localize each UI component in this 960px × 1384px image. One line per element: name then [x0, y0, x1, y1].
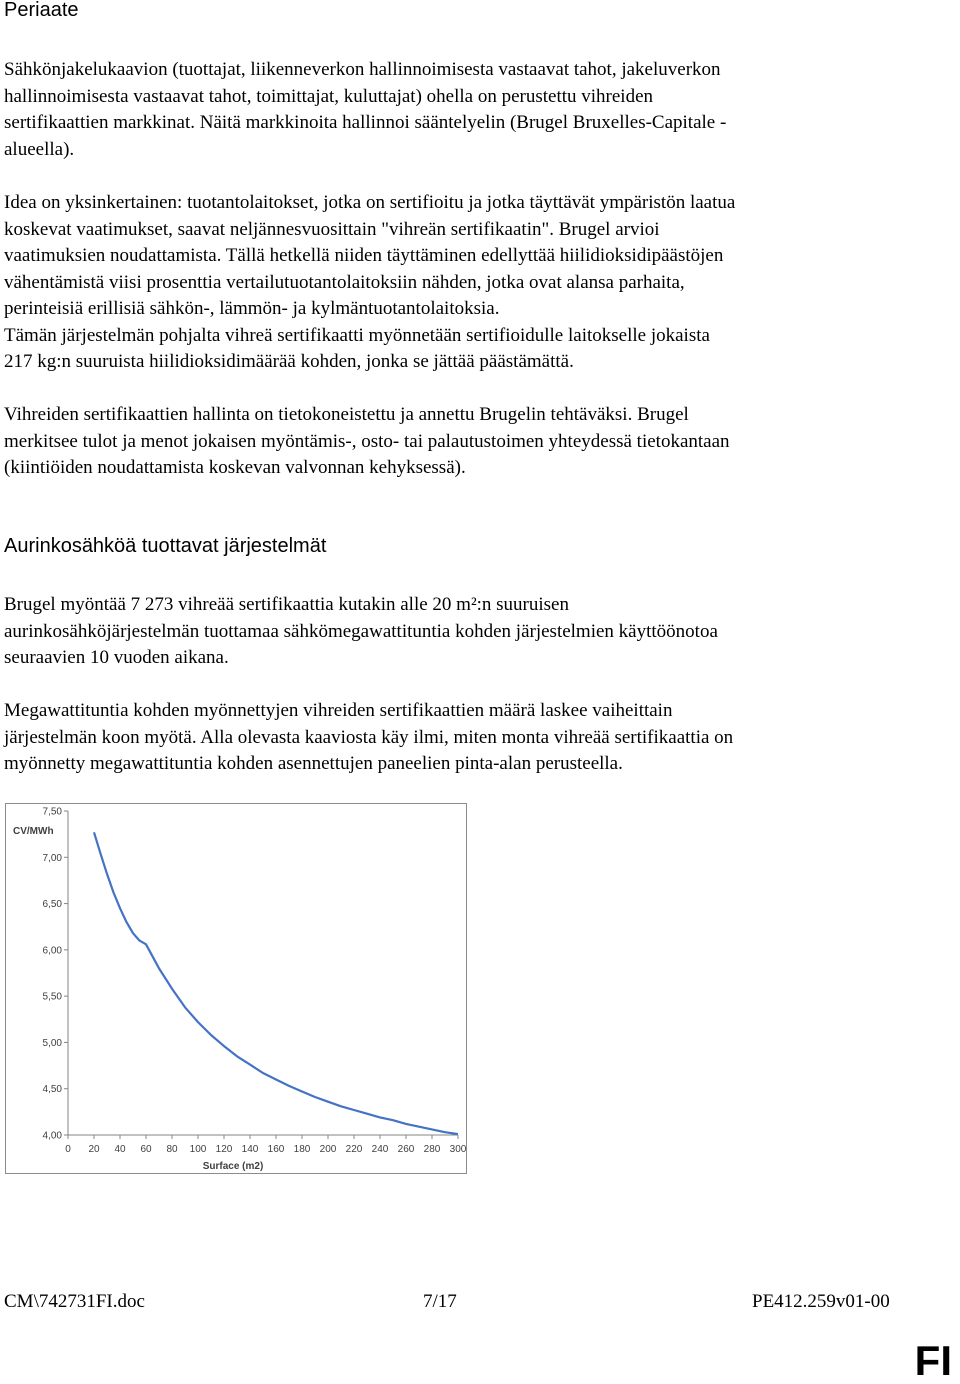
- paragraph-aurinko-2: [4, 698, 919, 778]
- y-tick-label: 5,50: [42, 991, 62, 1003]
- text-line: sertifikaattien markkinat. Näitä markkinoita hallinnoi sääntelyelin (Brugel Bruxelles-Capitale -: [4, 112, 727, 133]
- text-line: merkitsee tulot ja menot jokaisen myöntämis-, osto- tai palautustoimen yhteydessä tietokantaan: [4, 430, 730, 452]
- y-tick-label: 7,00: [42, 852, 62, 864]
- x-tick-label: 200: [319, 1144, 337, 1155]
- footer-pe-ref: PE412.259v01-00: [752, 1291, 890, 1312]
- y-tick-label: 7,50: [42, 806, 62, 818]
- text-line: alueella).: [4, 138, 75, 160]
- x-tick-label: 100: [189, 1144, 207, 1155]
- section-heading-aurinko: Aurinkosähköä tuottavat järjestelmät: [4, 535, 327, 557]
- y-tick-label: 5,00: [42, 1037, 62, 1049]
- y-axis-label: CV/MWh: [13, 826, 54, 837]
- x-tick-label: 140: [241, 1144, 259, 1155]
- x-tick-label: 240: [371, 1144, 389, 1155]
- text-line: hallinnoimisesta vastaavat tahot, toimittajat, kuluttajat) ohella on perustettu vihreiden: [4, 85, 653, 107]
- text-line: vaatimuksien noudattamista. Tällä hetkellä niiden täyttäminen edellyttää hiilidioksidipäästöjen: [4, 245, 724, 266]
- text-line: myönnetty megawattituntia kohden asennettujen paneelien pinta-alan perusteella.: [4, 753, 623, 774]
- y-tick-label: 4,50: [42, 1084, 62, 1096]
- text-line: järjestelmän koon myötä. Alla olevasta kaaviosta käy ilmi, miten monta vihreää sertifikaattia on: [4, 726, 734, 748]
- y-tick-label: 4,00: [42, 1130, 62, 1142]
- footer-page-number: 7/17: [423, 1291, 457, 1312]
- paragraph-periaate-2: [4, 190, 919, 376]
- x-axis-label: Surface (m2): [202, 1161, 264, 1172]
- series-line: [94, 832, 458, 1134]
- x-tick-label: 180: [293, 1144, 311, 1155]
- footer-doc-ref: CM\742731FI.doc: [4, 1291, 145, 1312]
- text-line: Megawattituntia kohden myönnettyjen vihreiden sertifikaattien määrä laskee vaiheittain: [4, 700, 673, 721]
- text-line: Sähkönjakelukaavion (tuottajat, liikenneverkon hallinnoimisesta vastaavat tahot, jakeluverkon: [4, 59, 721, 80]
- x-tick-label: 220: [345, 1144, 363, 1155]
- x-tick-label: 280: [423, 1144, 441, 1155]
- language-badge: FI: [914, 1337, 952, 1384]
- text-line: perinteisiä erillisiä sähkön-, lämmön- ja kylmäntuotantolaitoksia.: [4, 298, 500, 319]
- x-tick-label: 120: [215, 1144, 233, 1155]
- x-tick-label: 60: [140, 1144, 152, 1155]
- x-tick-label: 0: [65, 1144, 71, 1155]
- text-line: vähentämistä viisi prosenttia vertailutuotantolaitoksiin nähden, jotka ovat alansa parhaita,: [4, 271, 685, 293]
- text-line: aurinkosähköjärjestelmän tuottamaa sähkömegawattituntia kohden järjestelmien käyttöönotoa: [4, 620, 718, 642]
- paragraph-aurinko-1: [4, 592, 919, 672]
- x-tick-label: 160: [267, 1144, 285, 1155]
- section-heading-periaate: Periaate: [4, 0, 79, 21]
- text-line: 217 kg:n suuruista hiilidioksidimäärää kohden, jonka se jättää päästämättä.: [4, 351, 574, 372]
- x-tick-label: 260: [397, 1144, 415, 1155]
- text-line: (kiintiöiden noudattamista koskevan valvonnan kehyksessä).: [4, 457, 466, 478]
- chart-svg: [6, 804, 466, 1173]
- text-line: Brugel myöntää 7 273 vihreää sertifikaattia kutakin alle 20 m²:n suuruisen: [4, 594, 569, 615]
- y-tick-label: 6,50: [42, 899, 62, 911]
- text-line: koskevat vaatimukset, saavat neljännesvuosittain "vihreän sertifikaatin". Brugel arvioi: [4, 218, 660, 240]
- x-tick-label: 80: [166, 1144, 178, 1155]
- certificate-chart: [5, 803, 467, 1174]
- x-tick-label: 20: [88, 1144, 100, 1155]
- x-tick-label: 40: [114, 1144, 126, 1155]
- y-tick-label: 6,00: [42, 945, 62, 957]
- x-tick-label: 300: [449, 1144, 466, 1155]
- text-line: seuraavien 10 vuoden aikana.: [4, 647, 229, 668]
- text-line: Vihreiden sertifikaattien hallinta on tietokoneistettu ja annettu Brugelin tehtäväksi. Brugel: [4, 404, 689, 425]
- paragraph-periaate-1: [4, 57, 919, 163]
- paragraph-periaate-3: [4, 402, 919, 482]
- text-line: Idea on yksinkertainen: tuotantolaitokset, jotka on sertifioitu ja jotka täyttävät ympäristön laatua: [4, 192, 736, 213]
- text-line: Tämän järjestelmän pohjalta vihreä sertifikaatti myönnetään sertifioidulle laitokselle jokaista: [4, 324, 710, 346]
